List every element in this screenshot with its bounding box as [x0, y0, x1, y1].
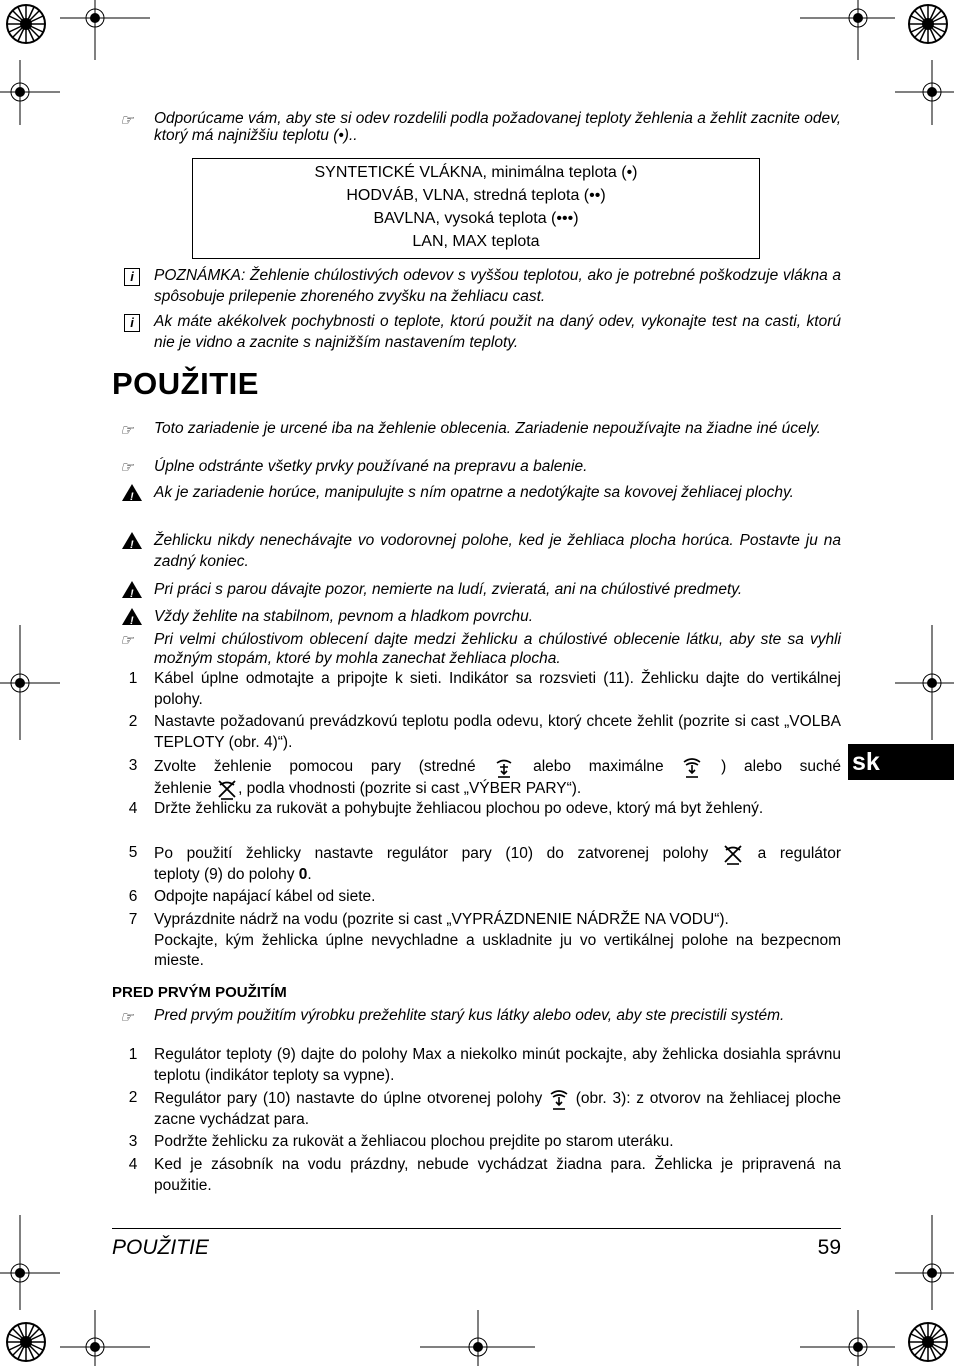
usage-tip-text: Toto zariadenie je urcené iba na žehlenie oblecenia. Zariadenie nepoužívajte na žiadne iné úcely.: [154, 420, 821, 437]
step-item: [112, 669, 841, 710]
step-text: ) alebo suché: [721, 758, 842, 776]
usage-tip: [112, 457, 841, 478]
step-text: 0: [298, 866, 308, 883]
step-text: alebo maximálne: [533, 758, 664, 776]
first-use-tip-text: Pred prvým použitím výrobku prežehlite starý kus látky alebo odev, aby ste precistili systém.: [154, 1007, 785, 1024]
crosshair-mark: [420, 1310, 535, 1366]
crosshair-mark: [60, 0, 150, 60]
step-text: Vyprázdnite nádrž na vodu (pozrite si cast „VYPRÁZDNENIE NÁDRŽE NA VODU“).: [154, 911, 729, 928]
warning: [112, 607, 841, 628]
step-text: Pockajte, kým žehlicka úplne nevychladne a uskladnite ju vo vertikálnej polohe na bezpecnom mieste.: [154, 931, 841, 969]
cloth-tip: [112, 630, 841, 668]
note: [112, 312, 841, 353]
crosshair-mark: [800, 0, 895, 60]
step-number: 5: [128, 844, 138, 861]
usage-tip: [112, 420, 841, 437]
step-number: 4: [128, 800, 138, 817]
intro-tip-text: Odporúcame vám, aby ste si odev rozdelili podla požadovanej teploty žehlenia a žehlit zacnite odev, ktorý má najnižšiu teplotu (•)..: [154, 110, 841, 144]
step-number: 1: [128, 1046, 138, 1063]
step-text: Ked je zásobník na vodu prázdny, nebude vychádzat žiadna para. Žehlicka je pripravená na použitie.: [154, 1156, 841, 1194]
step-item: [112, 1132, 841, 1153]
step-text: Držte žehlicku za rukovät a pohybujte žehliacou plochou po odeve, ktorý má byt žehlený.: [154, 800, 764, 817]
warning-text: Žehlicku nikdy nenechávajte vo vodorovnej polohe, ked je žehliaca plocha horúca. Postavte ju na zadný koniec.: [154, 532, 841, 570]
crosshair-mark: [60, 1310, 150, 1366]
temp-line: SYNTETICKÉ VLÁKNA, minimálna teplota (•): [314, 164, 638, 181]
step-number: 3: [128, 1133, 138, 1150]
crosshair-mark: [800, 1310, 895, 1366]
step-text: žehlenie: [154, 780, 212, 798]
steam-off-icon: [722, 843, 744, 865]
step-number: 4: [128, 1156, 138, 1173]
warning-text: Pri práci s parou dávajte pozor, nemierte na ludí, zvieratá, ani na chúlostivé predmety.: [154, 581, 743, 598]
pointing-hand-icon: [120, 111, 146, 132]
warning-icon: [122, 532, 142, 549]
crosshair-mark: [0, 60, 60, 125]
step-text: (obr. 3): z otvorov na žehliacej ploche zacne vychádzat para.: [154, 1090, 841, 1128]
warning-icon: [122, 484, 142, 501]
temp-line: LAN, MAX teplota: [412, 233, 540, 250]
step-text: Podržte žehlicku za rukovät a žehliacou plochou prejdite po starom uteráku.: [154, 1133, 674, 1150]
temp-line: HODVÁB, VLNA, stredná teplota (••): [346, 187, 606, 204]
crosshair-mark: [0, 625, 60, 740]
footer-section: POUŽITIE: [112, 1236, 209, 1259]
crosshair-mark: [0, 1215, 60, 1310]
warning-icon: [122, 581, 142, 598]
warning: [112, 483, 841, 504]
warning-text: Ak je zariadenie horúce, manipulujte s ním opatrne a nedotýkajte sa kovovej žehliacej plochy.: [154, 484, 794, 501]
crosshair-mark: [895, 1215, 954, 1310]
step-text: Nastavte požadovanú prevádzkovú teplotu podla odevu, ktorý chcete žehlit (pozrite si cast „VOLBA TEPLOTY (obr. 4)“).: [154, 713, 841, 751]
warning-text: Vždy žehlite na stabilnom, pevnom a hladkom povrchu.: [154, 608, 534, 625]
step-item: [112, 843, 841, 886]
step-item: [112, 910, 841, 972]
step-text: .: [307, 866, 312, 883]
pointing-hand-icon: [120, 421, 146, 442]
footer-rule: [112, 1228, 841, 1229]
step-item: [112, 1088, 841, 1131]
step-text: , podla vhodnosti (pozrite si cast „VÝBER PARY“).: [238, 780, 582, 798]
crosshair-mark: [895, 60, 954, 125]
steam-off-icon: [216, 778, 238, 800]
page-number: 59: [817, 1236, 841, 1259]
step-text: Odpojte napájací kábel od siete.: [154, 888, 376, 905]
usage-tip-text: Úplne odstránte všetky prvky používané na prepravu a balenie.: [154, 458, 588, 475]
step-item: [112, 1155, 841, 1196]
warning-icon: [122, 608, 142, 625]
step-item: [112, 799, 841, 820]
first-use-tip: [112, 1007, 841, 1024]
step-number: 3: [128, 757, 138, 774]
note-text: Ak máte akékolvek pochybnosti o teplote, ktorú použit na daný odev, vykonajte test na casti, ktorú nie je vidno a zacnite s najnižším nastavením teploty.: [154, 313, 841, 351]
step-text: Regulátor teploty (9) dajte do polohy Max a niekolko minút pockajte, aby žehlicka dosiahla správnu teplotu (indikátor teploty sa vypne).: [154, 1046, 841, 1084]
subsection-title: PRED PRVÝM POUŽITÍM: [112, 984, 287, 1001]
step-text: Po použití žehlicky nastavte regulátor pary (10) do zatvorenej polohy: [154, 845, 709, 863]
section-title: POUŽITIE: [112, 366, 259, 401]
pointing-hand-icon: [120, 1008, 146, 1029]
info-icon: i: [124, 314, 140, 332]
step-text: Kábel úplne odmotajte a pripojte k sieti. Indikátor sa rozsvieti (11). Žehlicku dajte do vertikálnej polohy.: [154, 670, 841, 708]
step-item: [112, 756, 841, 800]
step-text: a regulátor: [757, 845, 842, 863]
step-number: 1: [128, 670, 138, 687]
intro-tip: [112, 110, 841, 144]
steam-medium-icon: [493, 756, 515, 778]
steam-max-icon: [681, 756, 703, 778]
language-tab: sk: [848, 744, 954, 780]
step-number: 2: [128, 713, 138, 730]
step-number: 2: [128, 1089, 138, 1106]
steam-max-icon: [548, 1088, 570, 1110]
step-text: teploty (9) do polohy: [154, 866, 295, 883]
step-item: [112, 887, 841, 908]
note: [112, 266, 841, 307]
step-item: [112, 712, 841, 753]
warning: [112, 531, 841, 572]
crosshair-mark: [895, 625, 954, 740]
warning: [112, 580, 841, 601]
pointing-hand-icon: [120, 631, 146, 652]
temperature-table: [192, 158, 760, 259]
step-text: Zvolte žehlenie pomocou pary (stredné: [154, 758, 476, 776]
step-item: [112, 1045, 841, 1086]
note-text: POZNÁMKA: Žehlenie chúlostivých odevov s vyššou teplotou, ako je potrebné poškodzuje vlákna a spôsobuje prilepenie zhoreného zvyšku na žehliacu cast.: [154, 267, 841, 305]
pointing-hand-icon: [120, 458, 146, 479]
step-text: Regulátor pary (10) nastavte do úplne otvorenej polohy: [154, 1090, 543, 1108]
step-number: 6: [128, 888, 138, 905]
info-icon: i: [124, 268, 140, 286]
temp-line: BAVLNA, vysoká teplota (•••): [373, 210, 579, 227]
step-number: 7: [128, 911, 138, 928]
cloth-tip-text: Pri velmi chúlostivom oblecení dajte medzi žehlicku a chúlostivé oblecenie látku, aby ste sa vyhli možným stopám, ktoré by mohla zanechat žehliaca plocha.: [154, 631, 841, 667]
